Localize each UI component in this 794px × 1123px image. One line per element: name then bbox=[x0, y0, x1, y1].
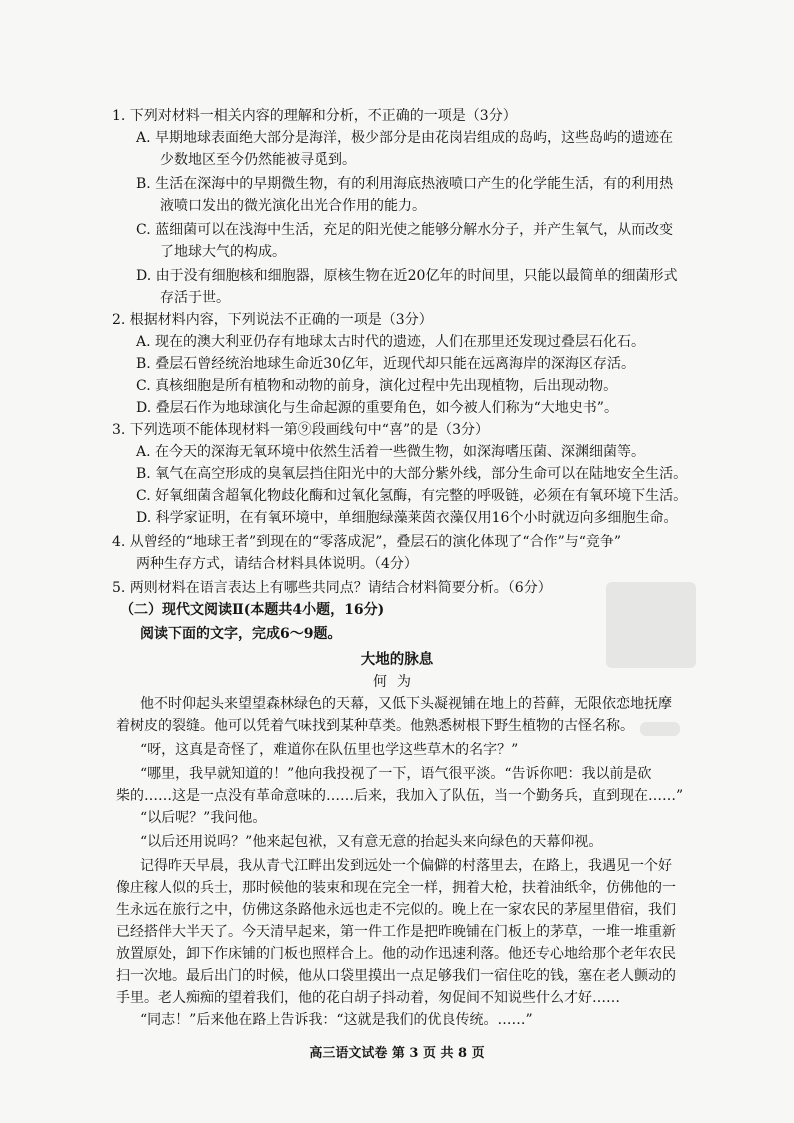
page-footer: 高三语文试卷 第 3 页 共 8 页 bbox=[309, 1046, 485, 1061]
q1-option-d-cont: 存活于世。 bbox=[160, 290, 230, 306]
article-line: 着树皮的裂缝。他可以凭着气味找到某种草类。他熟悉树根下野生植物的古怪名称。 bbox=[116, 718, 634, 734]
q1-option-d: D. 由于没有细胞核和细胞器，原核生物在近20亿年的时间里，只能以最简单的细菌形式 bbox=[136, 268, 678, 284]
q2-option-b: B. 叠层石曾经统治地球生命近30亿年，近现代却只能在远离海岸的深海区存活。 bbox=[136, 356, 636, 372]
article-line: “哪里，我早就知道的！”他向我投视了一下，语气很平淡。“告诉你吧：我以前是砍 bbox=[140, 766, 652, 782]
q1-option-c-cont: 了地球大气的构成。 bbox=[160, 244, 286, 260]
article-line: 他不时仰起头来望望森林绿色的天幕，又低下头凝视铺在地上的苔藓，无限依恋地抚摩 bbox=[140, 696, 672, 712]
q3-option-b: B. 氧气在高空形成的臭氧层挡住阳光中的大部分紫外线，部分生命可以在陆地安全生活。 bbox=[136, 466, 688, 482]
article-line: “呀，这真是奇怪了，难道你在队伍里也学这些草木的名字？” bbox=[140, 742, 519, 758]
reading-intro: 阅读下面的文字，完成6～9题。 bbox=[140, 626, 342, 642]
q1-option-a-cont: 少数地区至今仍然能被寻觅到。 bbox=[160, 152, 356, 168]
question-1-stem: 1. 下列对材料一相关内容的理解和分析，不正确的一项是（3分） bbox=[112, 108, 517, 124]
q3-option-d: D. 科学家证明，在有氧环境中，单细胞绿藻莱茵衣藻仅用16个小时就迈向多细胞生命。 bbox=[136, 510, 678, 526]
q2-option-c: C. 真核细胞是所有植物和动物的前身，演化过程中先出现植物，后出现动物。 bbox=[136, 378, 618, 394]
article-line: 像庄稼人似的兵士，那时候他的装束和现在完全一样，拥着大枪，扶着油纸伞，仿佛他的一 bbox=[116, 880, 676, 896]
article-title: 大地的脉息 bbox=[360, 651, 434, 668]
article-line: 手里。老人痴痴的望着我们，他的花白胡子抖动着，匆促间不知说些什么才好…… bbox=[116, 990, 620, 1006]
question-5-stem: 5. 两则材料在语言表达上有哪些共同点？请结合材料简要分析。（6分） bbox=[112, 580, 552, 596]
q1-option-b-cont: 液喷口发出的微光演化出光合作用的能力。 bbox=[160, 198, 426, 214]
q1-option-a: A. 早期地球表面绝大部分是海洋，极少部分是由花岗岩组成的岛屿，这些岛屿的遗迹在 bbox=[136, 130, 674, 146]
article-line: “同志！”后来他在路上告诉我：“这就是我们的优良传统。……” bbox=[140, 1012, 533, 1028]
article-line: 柴的……这是一点没有革命意味的……后来，我加入了队伍，当一个勤务兵，直到现在……” bbox=[116, 788, 684, 804]
q1-option-b: B. 生活在深海中的早期微生物，有的利用海底热液喷口产生的化学能生活，有的利用热 bbox=[136, 176, 674, 192]
section-heading: （二）现代文阅读Ⅱ(本题共4小题，16分) bbox=[120, 602, 385, 618]
q3-option-c: C. 好氧细菌含超氧化物歧化酶和过氧化氢酶，有完整的呼吸链，必须在有氧环境下生活。 bbox=[136, 488, 688, 504]
scan-smudge bbox=[640, 722, 680, 736]
article-line: 生永远在旅行之中，仿佛这条路他永远也走不完似的。晚上在一家农民的茅屋里借宿，我们 bbox=[116, 902, 676, 918]
q4-stem-cont: 两种生存方式，请结合材料具体说明。（4分） bbox=[136, 556, 418, 572]
article-line: 已经搭伴大半天了。今天清早起来，第一件工作是把昨晚铺在门板上的茅草，一堆一堆重新 bbox=[116, 924, 676, 940]
article-line: 放置原处，卸下作床铺的门板也照样合上。他的动作迅速利落。他还专心地给那个老年农民 bbox=[116, 946, 676, 962]
q2-option-d: D. 叠层石作为地球演化与生命起源的重要角色，如今被人们称为“大地史书”。 bbox=[136, 400, 618, 416]
question-4-stem: 4. 从曾经的“地球王者”到现在的“零落成泥”，叠层石的演化体现了“合作”与“竞争” bbox=[112, 534, 622, 550]
q2-option-a: A. 现在的澳大利亚仍存有地球太古时代的遗迹，人们在那里还发现过叠层石化石。 bbox=[136, 334, 646, 350]
article-line: 扫一次地。最后出门的时候，他从口袋里摸出一点足够我们一宿住吃的钱，塞在老人颤动的 bbox=[116, 968, 676, 984]
article-author: 何为 bbox=[373, 674, 421, 690]
q1-option-c: C. 蓝细菌可以在浅海中生活，充足的阳光使之能够分解水分子，并产生氧气，从而改变 bbox=[136, 222, 674, 238]
question-3-stem: 3. 下列选项不能体现材料一第⑨段画线句中“喜”的是（3分） bbox=[112, 422, 490, 438]
article-line: “以后还用说吗？”他来起包袱，又有意无意的抬起头来向绿色的天幕仰视。 bbox=[140, 834, 603, 850]
article-line: 记得昨天早晨，我从青弋江畔出发到远处一个偏僻的村落里去，在路上，我遇见一个好 bbox=[140, 858, 672, 874]
q3-option-a: A. 在今天的深海无氧环境中依然生活着一些微生物，如深海嗜压菌、深渊细菌等。 bbox=[136, 444, 646, 460]
article-line: “以后呢？”我问他。 bbox=[140, 810, 267, 826]
question-2-stem: 2. 根据材料内容，下列说法不正确的一项是（3分） bbox=[112, 312, 433, 328]
